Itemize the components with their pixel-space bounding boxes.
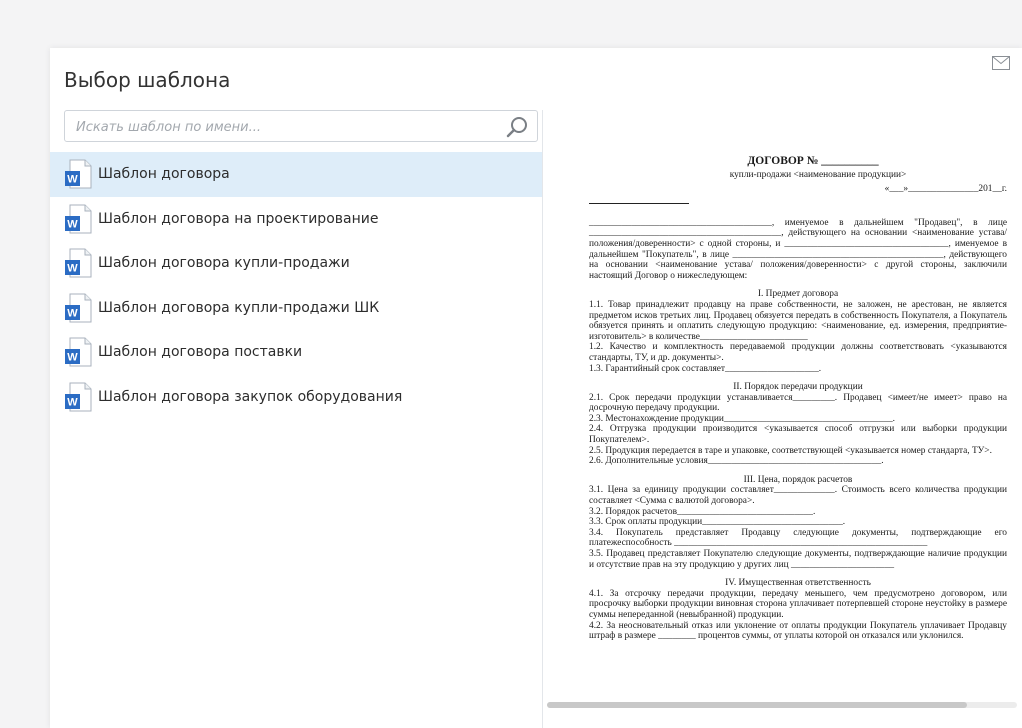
section-paragraph: 3.5. Продавец представляет Покупателю следующие документы, подтверждающие наличие продукции и отсутствие прав на эту продукцию у других лиц ______________________ <box>589 549 1007 570</box>
section-paragraph: 2.3. Местонахождение продукции____________________________________. <box>589 413 896 424</box>
template-label: Шаблон договора купли-продажи <box>98 255 350 272</box>
section-heading: II. Порядок передачи продукции <box>733 382 863 393</box>
template-label: Шаблон договора купли-продажи ШК <box>98 299 380 316</box>
svg-text:W: W <box>67 218 78 231</box>
section-paragraph: 2.1. Срок передачи продукции устанавливается_________. Продавец <имеет/не имеет> право на досрочную передачу продукции. <box>589 392 1007 414</box>
document-preview[interactable] <box>543 110 1022 710</box>
section-paragraph: 4.1. За отсрочку передачи продукции, передачу меньшего, чем предусмотрено договором, или просрочку выборки продукции виновная сторона уплачивает потерпевшей стороне неустойку в размере суммы непереданной (невыбранной) продукции. <box>589 588 1007 620</box>
section-paragraph: 2.4. Отгрузка продукции производится <указывается способ отгрузки или выборки продукции Покупателем>. <box>589 424 1007 446</box>
section-paragraph: 3.2. Порядок расчетов_____________________________. <box>589 506 816 517</box>
document-sections <box>589 289 1007 641</box>
template-item[interactable] <box>50 197 542 242</box>
search-input[interactable] <box>74 111 498 143</box>
section-paragraph: 4.2. За неосновательный отказ или уклонение от оплаты продукции Покупатель уплачивает Продавцу штраф в размере ________ процентов суммы, от уплаты которой он отказался или уклонился. <box>589 620 1007 642</box>
template-label: Шаблон договора закупок оборудования <box>98 388 403 405</box>
template-label: Шаблон договора поставки <box>98 344 303 361</box>
section-paragraph: 1.3. Гарантийный срок составляет____________________. <box>589 363 822 374</box>
template-item[interactable] <box>50 286 542 331</box>
section-paragraph: 3.4. Покупатель представляет Продавцу следующие документы, подтверждающие его платежеспособность ______________________________________________________ <box>589 527 1007 549</box>
section-paragraph: 1.2. Качество и комплектность передаваемой продукции должны соответствовать <указываются стандарты, ТУ, и др. документы>. <box>589 342 1007 363</box>
search-box <box>64 110 538 142</box>
word-document-icon <box>64 204 92 234</box>
word-document-icon <box>64 248 92 278</box>
svg-text:W: W <box>67 396 78 409</box>
svg-text:W: W <box>67 351 78 364</box>
section-paragraph: 2.5. Продукция передается в таре и упаковке, соответствующей <указывается номер стандарта, ТУ>. <box>589 445 992 456</box>
section-paragraph: 3.3. Срок оплаты продукции______________________________. <box>589 517 846 528</box>
document-intro: _______________________________________, именуемое в дальнейшем "Продавец", в лице _________________________________________, действующего на основании <наименование устава/ положения/доверенности> с одной стороны, и ___________________________________, именуемое в дальнейшем "Покупатель", в лице _____________________________________________, действующего на основании <наименование устава/ положения/доверенности> с другой стороны, заключили настоящий Договор о нижеследующем: <box>589 217 1007 281</box>
section-paragraph: 2.6. Дополнительные условия_____________________________________. <box>589 456 884 467</box>
document-page <box>589 156 1007 642</box>
svg-text:W: W <box>67 262 78 275</box>
section-heading: I. Предмет договора <box>757 289 839 300</box>
document-date: «___»_______________201__г. <box>884 184 1007 195</box>
template-label: Шаблон договора <box>98 166 230 183</box>
document-subtitle: купли-продажи <наименование продукции> <box>729 169 907 180</box>
dialog-title: Выбор шаблона <box>64 68 231 92</box>
template-label: Шаблон договора на проектирование <box>98 210 379 227</box>
word-document-icon <box>64 159 92 189</box>
svg-text:W: W <box>67 307 78 320</box>
search-icon[interactable] <box>505 115 529 139</box>
section-heading: IV. Имущественная ответственность <box>725 578 871 589</box>
template-item[interactable] <box>50 152 542 197</box>
section-paragraph: 1.1. Товар принадлежит продавцу на праве собственности, не заложен, не арестован, не является предметом исков третьих лиц. Продавец обязуется передать в собственность Покупателя, а Покупатель обязуется принять и оплатить следующую продукцию: <наименование, ед. измерения, предприятие-изготовитель> в количестве_______________________ <box>589 299 1007 342</box>
template-item[interactable] <box>50 241 542 286</box>
scrollbar-thumb[interactable] <box>547 702 967 708</box>
template-item[interactable] <box>50 330 542 375</box>
section-heading: III. Цена, порядок расчетов <box>743 474 853 485</box>
word-document-icon <box>64 382 92 412</box>
mail-icon[interactable] <box>992 56 1010 70</box>
section-paragraph: 3.1. Цена за единицу продукции составляет_____________. Стоимость всего количества продукции составляет <Сумма с валютой договора>. <box>589 485 1007 507</box>
svg-text:W: W <box>67 173 78 186</box>
place-line <box>589 195 689 204</box>
document-title: ДОГОВОР № __________ <box>747 155 879 167</box>
template-item[interactable] <box>50 375 542 420</box>
template-list <box>50 152 542 419</box>
horizontal-scrollbar[interactable] <box>547 702 1017 708</box>
word-document-icon <box>64 293 92 323</box>
template-dialog <box>50 48 1022 728</box>
word-document-icon <box>64 337 92 367</box>
